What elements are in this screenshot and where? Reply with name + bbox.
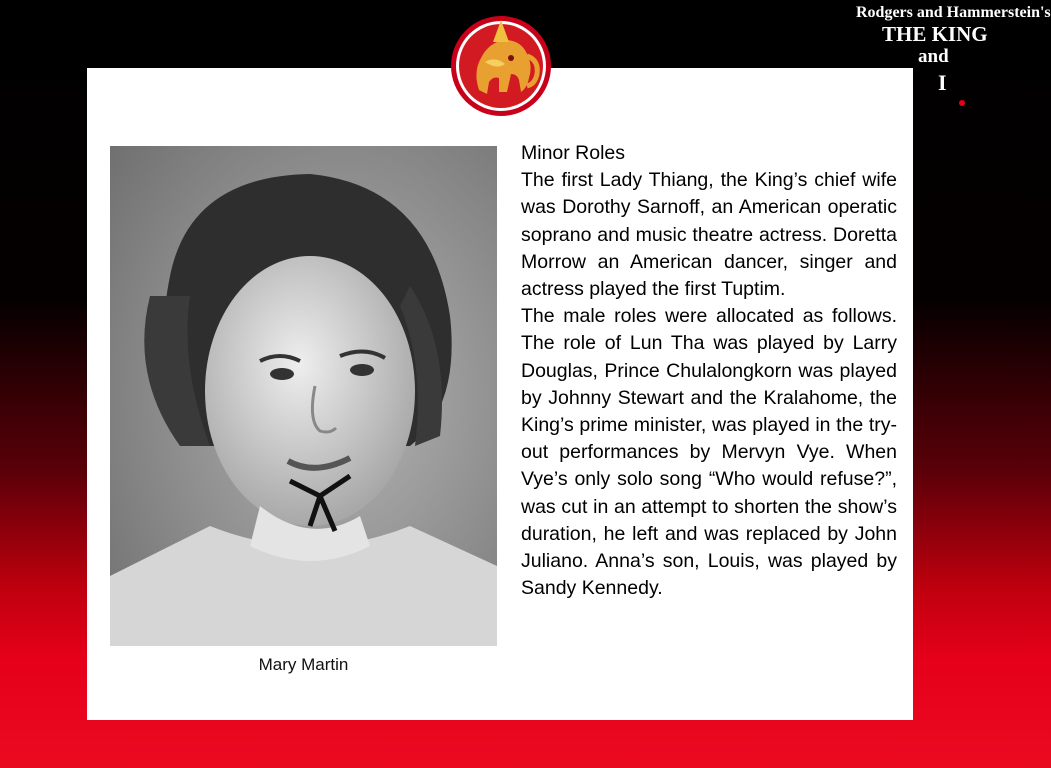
photo-caption: Mary Martin bbox=[258, 655, 349, 674]
title-line-3: and bbox=[918, 46, 949, 67]
body-text bbox=[521, 140, 897, 602]
title-line-4: I bbox=[938, 70, 947, 95]
title-line-2: THE KING bbox=[882, 22, 988, 46]
elephant-emblem-icon bbox=[449, 12, 553, 120]
paragraph-1: The first Lady Thiang, the King’s chief wife was Dorothy Sarnoff, an American operatic soprano and music theatre actress. Doretta Morrow an American dancer, singer and actress played the first Tuptim. bbox=[521, 169, 897, 301]
portrait-photo bbox=[110, 146, 497, 646]
title-line-1: Rodgers and Hammerstein's bbox=[856, 4, 1051, 21]
show-title bbox=[850, 2, 1051, 112]
section-heading: Minor Roles bbox=[521, 142, 626, 164]
paragraph-2: The male roles were allocated as follows. The role of Lun Tha was played by Larry Douglas, Prince Chulalongkorn was played by Johnny Stewart and the Kralahome, the King’s prime minister, was played in the try-out performances by Mervyn Vye. When Vye’s only solo song “Who would refuse?”, was cut in an attempt to shorten the show’s duration, he left and was replaced by John Juliano. Anna’s son, Louis, was played by Sandy Kennedy. bbox=[521, 305, 897, 600]
red-dot bbox=[959, 100, 965, 106]
